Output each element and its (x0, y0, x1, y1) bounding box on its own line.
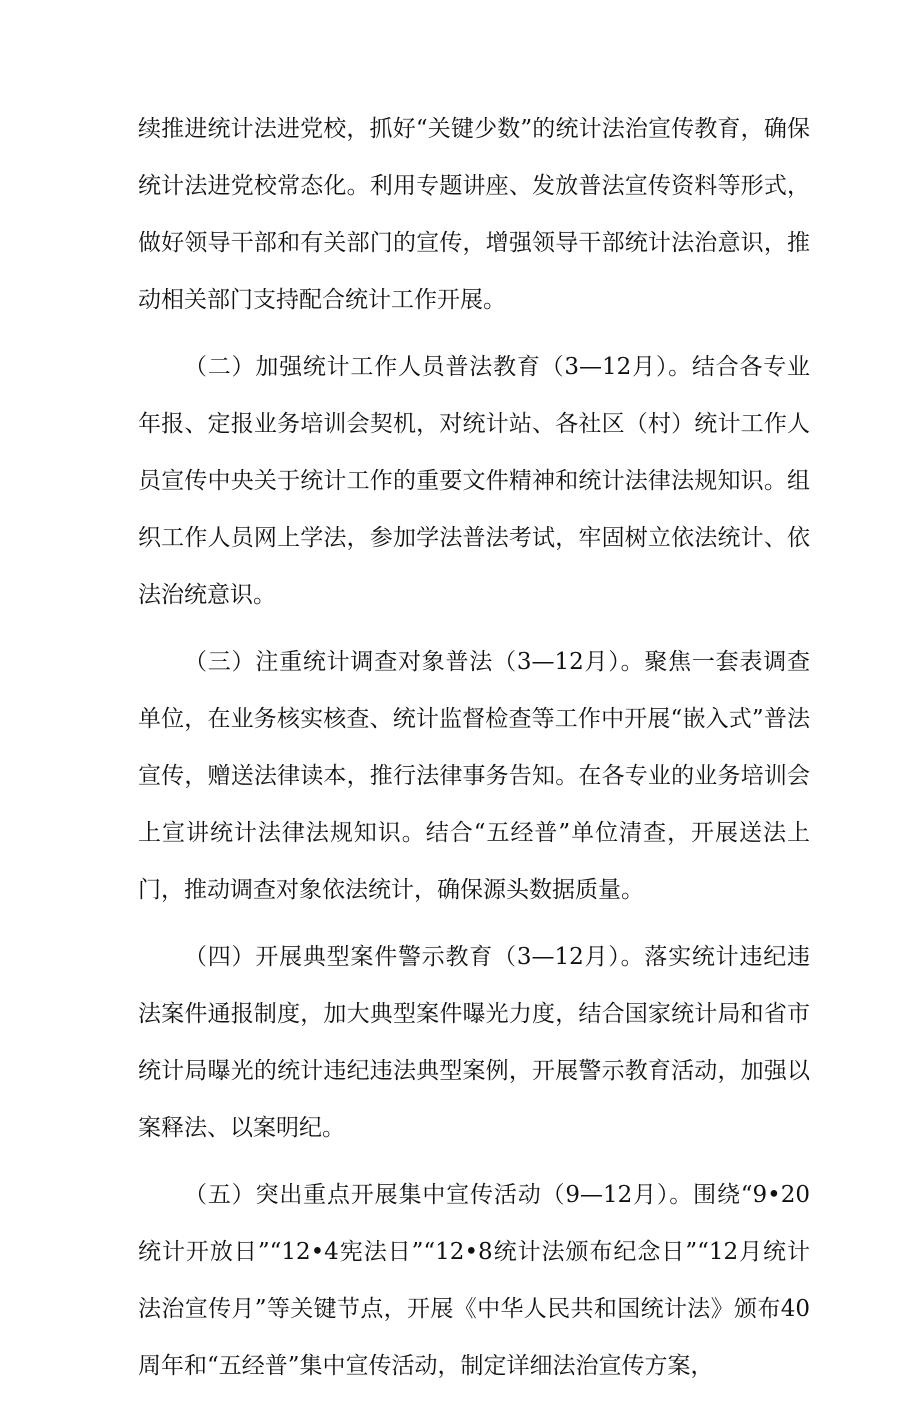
paragraph-section-5: （五）突出重点开展集中宣传活动（9—12月）。围绕“9•20统计开放日”“12•4宪法日”“12•8统计法颁布纪念日”“12月统计法治宣传月”等关键节点，开展《中华人民共和国统计法》颁布40周年和“五经普”集中宣传活动，制定详细法治宣传方案， (138, 1182, 810, 1379)
paragraph-section-4: （四）开展典型案件警示教育（3—12月）。落实统计违纪违法案件通报制度，加大典型案件曝光力度，结合国家统计局和省市统计局曝光的统计违纪违法典型案例，开展警示教育活动，加强以案释法、以案明纪。 (138, 944, 810, 1141)
paragraph-section-2: （二）加强统计工作人员普法教育（3—12月）。结合各专业年报、定报业务培训会契机，对统计站、各社区（村）统计工作人员宣传中央关于统计工作的重要文件精神和统计法律法规知识。组织工作人员网上学法，参加学法普法考试，牢固树立依法统计、依法治统意识。 (138, 354, 810, 608)
document-body (138, 101, 810, 1405)
paragraph-continuation: 续推进统计法进党校，抓好“关键少数”的统计法治宣传教育，确保统计法进党校常态化。利用专题讲座、发放普法宣传资料等形式，做好领导干部和有关部门的宣传，增强领导干部统计法治意识，推动相关部门支持配合统计工作开展。 (138, 116, 810, 313)
paragraph-section-3: （三）注重统计调查对象普法（3—12月）。聚焦一套表调查单位，在业务核实核查、统计监督检查等工作中开展“嵌入式”普法宣传，赠送法律读本，推行法律事务告知。在各专业的业务培训会上宣讲统计法律法规知识。结合“五经普”单位清查，开展送法上门，推动调查对象依法统计，确保源头数据质量。 (138, 649, 810, 903)
